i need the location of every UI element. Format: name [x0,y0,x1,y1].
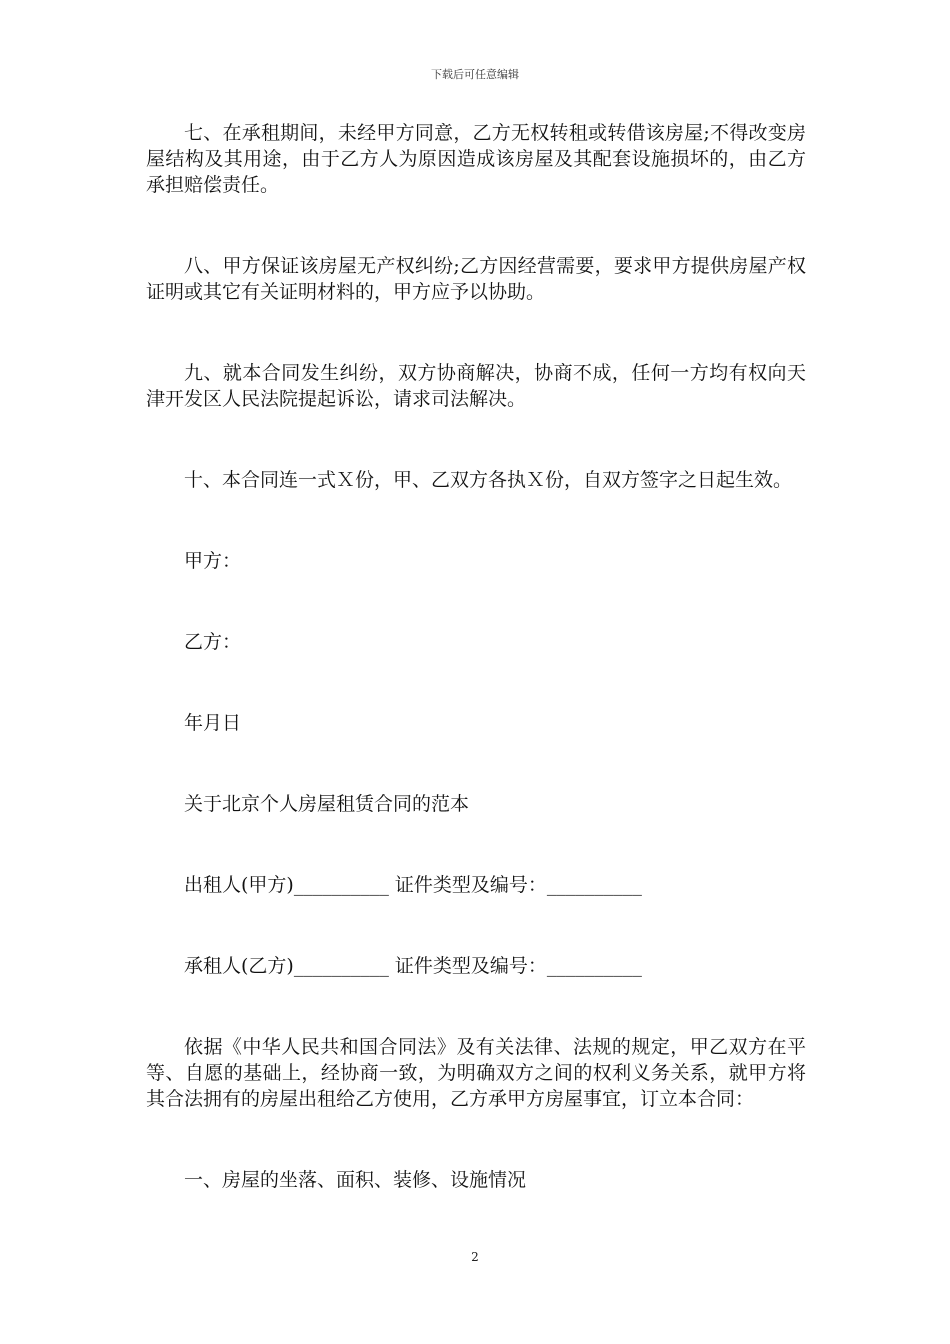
document-subtitle: 关于北京个人房屋租赁合同的范本 [184,793,470,815]
date-line: 年月日 [184,712,242,734]
clause-9-paragraph: 九、就本合同发生纠纷，双方协商解决，协商不成，任何一方均有权向天津开发区人民法院提起诉讼，请求司法解决。 [146,362,806,410]
clause-8-paragraph: 八、甲方保证该房屋无产权纠纷;乙方因经营需要，要求甲方提供房屋产权证明或其它有关证明材料的，甲方应予以协助。 [146,255,806,303]
lessor-line: 出租人(甲方)__________ 证件类型及编号：__________ [184,874,642,896]
party-b-signature-line: 乙方： [184,631,242,653]
clause-7-paragraph: 七、在承租期间，未经甲方同意，乙方无权转租或转借该房屋;不得改变房屋结构及其用途，由于乙方人为原因造成该房屋及其配套设施损坏的，由乙方承担赔偿责任。 [146,122,806,196]
party-a-signature-line: 甲方： [184,550,242,572]
clause-10-paragraph: 十、本合同连一式Ｘ份，甲、乙双方各执Ｘ份，自双方签字之日起生效。 [184,469,793,491]
section-1-heading: 一、房屋的坐落、面积、装修、设施情况 [184,1169,527,1191]
page-header-note: 下载后可任意编辑 [431,68,519,81]
document-body [146,120,806,1193]
intro-paragraph: 依据《中华人民共和国合同法》及有关法律、法规的规定，甲乙双方在平等、自愿的基础上，经协商一致，为明确双方之间的权利义务关系，就甲方将其合法拥有的房屋出租给乙方使用，乙方承甲方房屋事宜，订立本合同： [146,1036,806,1110]
page-number: 2 [471,1250,479,1264]
lessee-line: 承租人(乙方)__________ 证件类型及编号：__________ [184,955,642,977]
